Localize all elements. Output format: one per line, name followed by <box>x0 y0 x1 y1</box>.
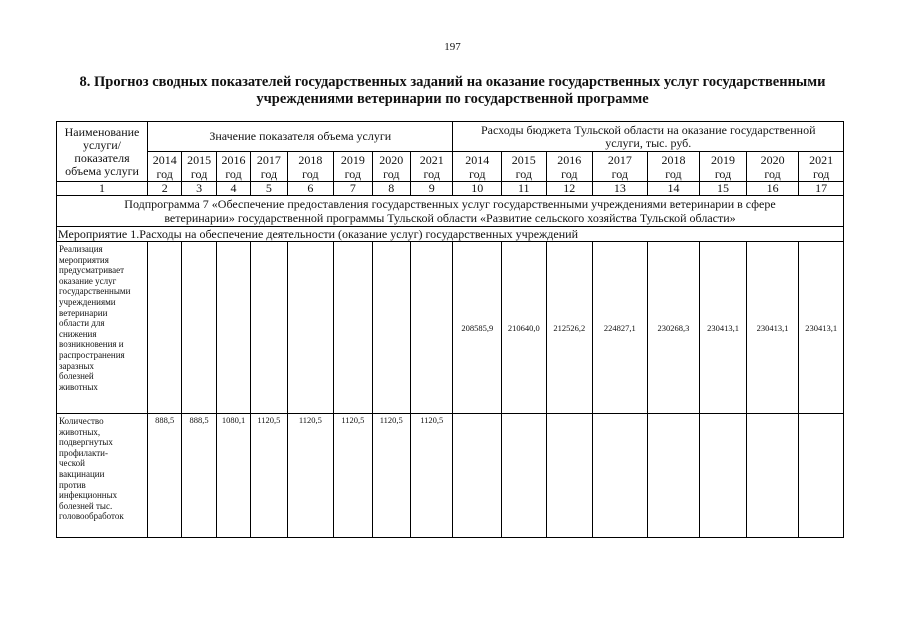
measure-title: Мероприятие 1.Расходы на обеспечение деятельности (оказание услуг) государственных учреждений <box>57 227 844 242</box>
year-unit: год <box>423 166 440 181</box>
budget-cell: 230413,1 <box>700 242 747 414</box>
page-number: 197 <box>444 41 461 53</box>
year-unit: год <box>383 166 400 181</box>
volume-cell: 888,5 <box>182 414 216 538</box>
year-header <box>502 152 547 182</box>
column-number: 5 <box>251 182 287 196</box>
year-unit: год <box>611 166 629 181</box>
budget-cell <box>799 414 844 538</box>
budget-cell: 224827,1 <box>593 242 648 414</box>
description-line: ческой <box>59 458 85 469</box>
year-header <box>216 152 250 182</box>
year-value: 2017 <box>607 152 632 167</box>
description-line: Реализация <box>59 244 103 254</box>
column-number: 16 <box>746 182 799 196</box>
header-row-1 <box>57 122 844 152</box>
volume-cell: 1120,5 <box>287 414 334 538</box>
year-unit: год <box>469 166 486 181</box>
year-header <box>334 152 372 182</box>
description-line: распространения <box>59 349 125 360</box>
year-unit: год <box>665 166 682 181</box>
volume-cell <box>216 242 250 414</box>
column-number: 12 <box>546 182 593 196</box>
header-volume: Значение показателя объема услуги <box>148 122 453 152</box>
description-line: подвергнутых <box>59 437 113 448</box>
description-line: болезней тыс. <box>59 500 113 511</box>
year-value: 2020 <box>760 152 785 167</box>
year-header <box>148 152 182 182</box>
budget-cell <box>700 414 747 538</box>
budget-cell: 230413,1 <box>746 242 799 414</box>
indicator-description <box>57 414 148 538</box>
year-value: 2014 <box>152 152 177 167</box>
year-header <box>799 152 844 182</box>
column-number: 14 <box>647 182 700 196</box>
year-unit: год <box>156 166 173 181</box>
volume-cell: 1120,5 <box>411 414 453 538</box>
year-unit: год <box>764 166 781 181</box>
description-line: профилакти- <box>59 447 108 458</box>
year-value: 2015 <box>511 152 536 167</box>
description-line: учреждениями <box>59 296 116 307</box>
description-line: животных <box>59 381 98 392</box>
description-line: оказание услуг <box>59 275 117 286</box>
column-number: 3 <box>182 182 216 196</box>
year-header <box>182 152 216 182</box>
description-line: головообработок <box>59 511 124 522</box>
year-unit: год <box>190 166 208 181</box>
subprogram-row <box>57 196 844 227</box>
year-value: 2015 <box>187 152 212 167</box>
description-line: инфекционных <box>59 490 118 501</box>
description-line: Количество <box>59 416 104 426</box>
description-line: возникновения и <box>59 339 124 350</box>
volume-cell: 1080,1 <box>216 414 250 538</box>
year-header <box>546 152 593 182</box>
column-number: 17 <box>799 182 844 196</box>
year-header <box>647 152 700 182</box>
budget-cell: 230268,3 <box>647 242 700 414</box>
description-line: снижения <box>59 328 97 339</box>
description-line: государственными <box>59 286 131 297</box>
column-number: 10 <box>453 182 502 196</box>
column-number: 6 <box>287 182 334 196</box>
year-unit: год <box>344 166 362 181</box>
description-line: мероприятия <box>59 254 109 265</box>
budget-cell <box>453 414 502 538</box>
year-value: 2021 <box>419 152 444 167</box>
year-value: 2014 <box>465 152 490 167</box>
year-header <box>287 152 334 182</box>
year-value: 2018 <box>661 152 686 167</box>
volume-cell: 1120,5 <box>372 414 410 538</box>
description-line: животных, <box>59 426 101 437</box>
year-header <box>411 152 453 182</box>
column-number: 11 <box>502 182 547 196</box>
year-unit: год <box>260 166 278 181</box>
column-number: 9 <box>411 182 453 196</box>
column-numbers-row <box>57 182 844 196</box>
subprogram-title: Подпрограмма 7 «Обеспечение предоставления государственных услуг государственными учреждениями ветеринарии в сфере ветеринарии» государственной программы Тульской области «Развитие сельского хозяйства Тульской области» <box>57 196 844 227</box>
year-value: 2019 <box>711 152 735 167</box>
year-value: 2018 <box>298 152 323 167</box>
year-header <box>746 152 799 182</box>
title-line-1: 8. Прогноз сводных показателей государственных заданий на оказание государственных услуг государственными <box>79 74 826 90</box>
column-number: 1 <box>57 182 148 196</box>
budget-cell <box>546 414 593 538</box>
description-line: болезней <box>59 371 94 382</box>
year-unit: год <box>515 166 532 181</box>
volume-cell <box>148 242 182 414</box>
budget-cell <box>502 414 547 538</box>
description-line: ветеринарии <box>59 307 108 318</box>
volume-cell <box>287 242 334 414</box>
budget-cell <box>647 414 700 538</box>
year-header <box>700 152 747 182</box>
budget-cell: 230413,1 <box>799 242 844 414</box>
table-row <box>57 242 844 414</box>
document-title <box>40 74 865 108</box>
measure-row <box>57 227 844 242</box>
budget-cell: 212526,2 <box>546 242 593 414</box>
year-value: 2017 <box>256 152 281 167</box>
forecast-table <box>56 121 844 538</box>
volume-cell <box>251 242 287 414</box>
year-header <box>593 152 648 182</box>
volume-cell <box>411 242 453 414</box>
budget-cell: 210640,0 <box>502 242 547 414</box>
year-unit: год <box>225 166 242 181</box>
column-number: 4 <box>216 182 250 196</box>
year-unit: год <box>561 166 578 181</box>
year-unit: год <box>812 166 830 181</box>
year-value: 2016 <box>221 152 246 167</box>
title-line-2: учреждениями ветеринарии по государственной программе <box>256 91 649 107</box>
year-value: 2019 <box>340 152 365 167</box>
year-header <box>372 152 410 182</box>
budget-cell <box>593 414 648 538</box>
year-value: 2021 <box>809 152 834 167</box>
budget-cell <box>746 414 799 538</box>
year-value: 2020 <box>379 152 404 167</box>
header-service-name: Наименование услуги/ показателя объема услуги <box>57 122 148 182</box>
column-number: 2 <box>148 182 182 196</box>
description-line: предусматривает <box>59 265 125 276</box>
column-number: 8 <box>372 182 410 196</box>
year-value: 2016 <box>557 152 582 167</box>
service-description <box>57 242 148 414</box>
description-line: заразных <box>59 360 94 371</box>
volume-cell <box>182 242 216 414</box>
column-number: 7 <box>334 182 372 196</box>
budget-cell: 208585,9 <box>453 242 502 414</box>
volume-cell: 1120,5 <box>334 414 372 538</box>
description-line: против <box>59 479 86 490</box>
volume-cell: 888,5 <box>148 414 182 538</box>
year-header <box>251 152 287 182</box>
header-budget: Расходы бюджета Тульской области на оказание государственной услуги, тыс. руб. <box>453 122 844 152</box>
volume-cell: 1120,5 <box>251 414 287 538</box>
year-unit: год <box>302 166 319 181</box>
column-number: 15 <box>700 182 747 196</box>
column-number: 13 <box>593 182 648 196</box>
volume-cell <box>372 242 410 414</box>
volume-cell <box>334 242 372 414</box>
year-unit: год <box>714 166 732 181</box>
description-line: вакцинации <box>59 468 105 479</box>
table-row <box>57 414 844 538</box>
year-header <box>453 152 502 182</box>
description-line: области для <box>59 318 105 329</box>
header-years-row <box>57 152 844 182</box>
